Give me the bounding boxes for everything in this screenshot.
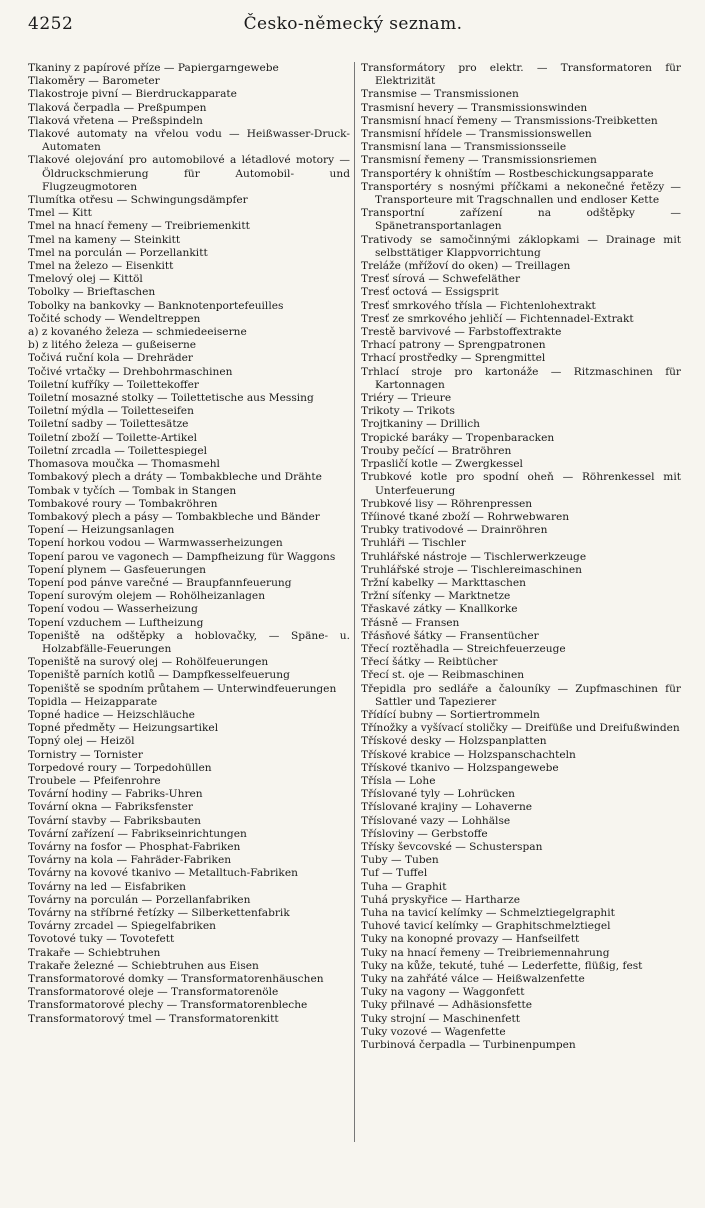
dictionary-entry: Topeniště se spodním průtahem — Unterwindfeuerungen	[28, 682, 337, 695]
dictionary-entry: Třecí šátky — Reibtücher	[361, 656, 498, 669]
running-title: Česko-německý seznam.	[243, 14, 463, 34]
dictionary-entry: Topeniště parních kotlů — Dampfkesselfeuerung	[28, 669, 290, 682]
dictionary-entry: Tmel — Kitt	[28, 207, 92, 220]
dictionary-entry: Topení — Heizungsanlagen	[28, 524, 175, 537]
dictionary-entry: Trikoty — Trikots	[361, 405, 455, 418]
dictionary-entry: Topení pod pánve varečné — Braupfannfeuerung	[28, 576, 292, 589]
dictionary-entry: Třepidla pro sedláře a čalouníky — Zupfmaschinen für Sattler und Tapezierer	[361, 682, 681, 708]
dictionary-entry: Tombakové roury — Tombakröhren	[28, 497, 218, 510]
dictionary-entry: Třecí roztěhadla — Streichfeuerzeuge	[361, 642, 566, 655]
dictionary-entry: Trpasličí kotle — Zwergkessel	[361, 458, 523, 471]
dictionary-entry: Topení vodou — Wasserheizung	[28, 603, 198, 616]
dictionary-entry: Tržní síťenky — Marktnetze	[361, 590, 511, 603]
dictionary-entry: Tovární zařízení — Fabrikseinrichtungen	[28, 827, 247, 840]
dictionary-entry: Tropické baráky — Tropenbaracken	[361, 431, 555, 444]
dictionary-entry: Továrny zrcadel — Spiegelfabriken	[28, 920, 216, 933]
dictionary-entry: Třísla — Lohe	[361, 774, 436, 787]
dictionary-entry: Trubky trativodové — Drainröhren	[361, 524, 548, 537]
dictionary-entry: Třískové desky — Holzspanplatten	[361, 735, 547, 748]
dictionary-entry: Tlumítka otřesu — Schwingungsdämpfer	[28, 194, 248, 207]
dictionary-entry: Továrny na kola — Fahräder-Fabriken	[28, 854, 232, 867]
dictionary-entry: Tresť ze smrkového jehličí — Fichtennadel-Extrakt	[361, 312, 634, 325]
dictionary-entry: Tmel na hnací řemeny — Treibriemenkitt	[28, 220, 250, 233]
dictionary-entry: Třaskavé zátky — Knallkorke	[361, 603, 518, 616]
dictionary-entry: Trativody se samočinnými záklopkami — Drainage mit selbsttätiger Klappvorrichtung	[361, 233, 681, 259]
dictionary-entry: Trestě barvivové — Farbstoffextrakte	[361, 326, 562, 339]
dictionary-entry: Thomasova moučka — Thomasmehl	[28, 458, 220, 471]
dictionary-entry: Transmisní hnací řemeny — Transmissions-Treibketten	[361, 114, 658, 127]
dictionary-entry: Třísloviny — Gerbstoffe	[361, 827, 488, 840]
dictionary-entry: Tlaková čerpadla — Preßpumpen	[28, 101, 207, 114]
dictionary-entry: Tovární hodiny — Fabriks-Uhren	[28, 788, 203, 801]
dictionary-entry: Trubkové kotle pro spodní oheň — Röhrenkessel mit Unterfeuerung	[361, 471, 681, 497]
dictionary-entry: Tržní kabelky — Markttaschen	[361, 576, 526, 589]
dictionary-entry: Toiletní sadby — Toilettesätze	[28, 418, 189, 431]
dictionary-entry: Transformatorový tmel — Transformatorenkitt	[28, 1012, 279, 1025]
dictionary-entry: Triéry — Trieure	[361, 392, 452, 405]
dictionary-entry: Tresť smrkového třísla — Fichtenlohextrakt	[361, 299, 596, 312]
dictionary-entry: Toiletní mosazné stolky — Toilettetische aus Messing	[28, 392, 314, 405]
dictionary-entry: Transformatorové oleje — Transformatorenöle	[28, 986, 279, 999]
dictionary-entry: Třecí st. oje — Reibmaschinen	[361, 669, 525, 682]
dictionary-entry: Tovotové tuky — Tovotefett	[28, 933, 175, 946]
dictionary-entry: Tovární okna — Fabriksfenster	[28, 801, 193, 814]
dictionary-entry: Tuf — Tuffel	[361, 867, 428, 880]
dictionary-entry: Transportní zařízení na odštěpky — Spänetransportanlagen	[361, 207, 681, 233]
dictionary-entry: Tříslované vazy — Lohhälse	[361, 814, 511, 827]
dictionary-entry: Troubele — Pfeifenrohre	[28, 774, 161, 787]
dictionary-entry: Tombakový plech a dráty — Tombakbleche und Drähte	[28, 471, 322, 484]
dictionary-entry: a) z kovaného železa — schmiedeeiserne	[28, 326, 247, 339]
dictionary-entry: Tmelový olej — Kittöl	[28, 273, 143, 286]
dictionary-entry: Tuky vozové — Wagenfette	[361, 1025, 506, 1038]
dictionary-entry: Trojtkaniny — Drillich	[361, 418, 480, 431]
dictionary-entry: Transmisní lana — Transmissionsseile	[361, 141, 567, 154]
dictionary-entry: Tuhové tavicí kelímky — Graphitschmelztiegel	[361, 920, 611, 933]
dictionary-entry: Tuby — Tuben	[361, 854, 439, 867]
dictionary-entry: Tkaniny z papírové příze — Papiergarngewebe	[28, 62, 279, 74]
dictionary-entry: Turbinová čerpadla — Turbinenpumpen	[361, 1039, 576, 1052]
dictionary-entry: Třískové tkanivo — Holzspangewebe	[361, 761, 559, 774]
dictionary-entry: Trakaře železné — Schiebtruhen aus Eisen	[28, 959, 259, 972]
dictionary-entry: Točivá ruční kola — Drehräder	[28, 352, 193, 365]
dictionary-entry: Tovární stavby — Fabriksbauten	[28, 814, 201, 827]
dictionary-entry: Topení parou ve vagonech — Dampfheizung für Waggons	[28, 550, 336, 563]
dictionary-entry: Točivé vrtačky — Drehbohrmaschinen	[28, 365, 233, 378]
dictionary-entry: Továrny na porculán — Porzellanfabriken	[28, 893, 251, 906]
dictionary-entry: Treláže (mřížoví do oken) — Treillagen	[361, 260, 571, 273]
dictionary-entry: Trakaře — Schiebtruhen	[28, 946, 161, 959]
dictionary-entry: Truhláři — Tischler	[361, 537, 466, 550]
dictionary-entry: Topeniště na surový olej — Rohölfeuerungen	[28, 656, 269, 669]
dictionary-entry: Trhací patrony — Sprengpatronen	[361, 339, 546, 352]
dictionary-entry: Tornistry — Tornister	[28, 748, 143, 761]
dictionary-entry: Továrny na kovové tkanivo — Metalltuch-Fabriken	[28, 867, 298, 880]
dictionary-entry: Tuhá pryskyřice — Hartharze	[361, 893, 520, 906]
dictionary-entry: Topné předměty — Heizungsartikel	[28, 722, 219, 735]
dictionary-entry: Toiletní zrcadla — Toilettespiegel	[28, 444, 207, 457]
dictionary-entry: Tlakostroje pivní — Bierdruckapparate	[28, 88, 237, 101]
dictionary-entry: Toiletní mýdla — Toiletteseifen	[28, 405, 194, 418]
dictionary-entry: Topení surovým olejem — Rohölheizanlagen	[28, 590, 266, 603]
dictionary-entry: Tuky strojní — Maschinenfett	[361, 1012, 520, 1025]
right-column	[361, 62, 681, 1052]
dictionary-entry: Tmel na železo — Eisenkitt	[28, 260, 174, 273]
dictionary-entry: Tombak v tyčích — Tombak in Stangen	[28, 484, 237, 497]
dictionary-entry: Transformátory pro elektr. — Transformatoren für Elektrizität	[361, 62, 681, 88]
page-header	[28, 14, 678, 38]
dictionary-entry: Třídící bubny — Sortiertrommeln	[361, 708, 540, 721]
dictionary-entry: Topné hadice — Heizschläuche	[28, 708, 195, 721]
dictionary-entry: Tlakové automaty na vřelou vodu — Heißwasser-Druck-Automaten	[28, 128, 350, 154]
dictionary-entry: Toiletní zboží — Toilette-Artikel	[28, 431, 198, 444]
dictionary-entry: Třínožky a vyšívací stoličky — Dreifüße und Dreifußwinden	[361, 722, 680, 735]
dictionary-entry: Třásně — Fransen	[361, 616, 460, 629]
dictionary-entry: Tlakové olejování pro automobilové a létadlové motory — Öldruckschmierung für Automobil- und Flugzeugmotoren	[28, 154, 350, 193]
dictionary-entry: Truhlářské nástroje — Tischlerwerkzeuge	[361, 550, 587, 563]
dictionary-entry: Továrny na fosfor — Phosphat-Fabriken	[28, 840, 241, 853]
dictionary-entry: Třískové krabice — Holzspanschachteln	[361, 748, 576, 761]
page-number: 4252	[28, 14, 74, 34]
dictionary-entry: Tuky na vagony — Waggonfett	[361, 986, 525, 999]
dictionary-entry: Tuky přilnavé — Adhäsionsfette	[361, 999, 533, 1012]
dictionary-entry: Továrny na led — Eisfabriken	[28, 880, 186, 893]
dictionary-entry: Topeniště na odštěpky a hoblovačky, — Späne- u. Holzabfälle-Feuerungen	[28, 629, 350, 655]
dictionary-entry: Tuky na kůže, tekuté, tuhé — Lederfette, flüßig, fest	[361, 959, 643, 972]
dictionary-entry: Tresť sírová — Schwefeläther	[361, 273, 521, 286]
left-column	[28, 62, 350, 1026]
dictionary-entry: Tobolky na bankovky — Banknotenportefeuilles	[28, 299, 284, 312]
dictionary-entry: Transmisní hřídele — Transmissionswellen	[361, 128, 592, 141]
dictionary-entry: Tuky na konopné provazy — Hanfseilfett	[361, 933, 580, 946]
dictionary-entry: Tmel na porculán — Porzellankitt	[28, 246, 208, 259]
dictionary-entry: Trubkové lisy — Röhrenpressen	[361, 497, 533, 510]
dictionary-entry: Tresť octová — Essigsprit	[361, 286, 499, 299]
dictionary-entry: Točité schody — Wendeltreppen	[28, 312, 201, 325]
dictionary-entry: Tuky na hnací řemeny — Treibriemennahrung	[361, 946, 610, 959]
dictionary-entry: Třásňové šátky — Fransentücher	[361, 629, 539, 642]
dictionary-entry: Transformatorové domky — Transformatorenhäuschen	[28, 973, 324, 986]
dictionary-entry: Tlakoměry — Barometer	[28, 75, 160, 88]
dictionary-entry: Tombakový plech a pásy — Tombakbleche und Bänder	[28, 510, 320, 523]
dictionary-entry: Transmisní řemeny — Transmissionsriemen	[361, 154, 597, 167]
dictionary-entry: Toiletní kufříky — Toilettekoffer	[28, 378, 199, 391]
dictionary-entry: Tobolky — Brieftaschen	[28, 286, 156, 299]
dictionary-entry: Tříslované krajiny — Lohaverne	[361, 801, 533, 814]
dictionary-entry: Tuky na zahřáté válce — Heißwalzenfette	[361, 973, 585, 986]
dictionary-entry: Trouby pečící — Bratröhren	[361, 444, 512, 457]
dictionary-entry: Transportéry k ohništím — Rostbeschickungsapparate	[361, 167, 654, 180]
dictionary-entry: b) z litého železa — gußeiserne	[28, 339, 197, 352]
dictionary-entry: Tmel na kameny — Steinkitt	[28, 233, 181, 246]
dictionary-entry: Trhlací stroje pro kartonáže — Ritzmaschinen für Kartonnagen	[361, 365, 681, 391]
dictionary-entry: Truhlářské stroje — Tischlereimaschinen	[361, 563, 582, 576]
dictionary-entry: Topný olej — Heizöl	[28, 735, 135, 748]
dictionary-entry: Topení vzduchem — Luftheizung	[28, 616, 204, 629]
column-divider	[354, 62, 355, 1142]
dictionary-entry: Transmise — Transmissionen	[361, 88, 519, 101]
dictionary-entry: Tuha na tavicí kelímky — Schmelztiegelgraphit	[361, 907, 615, 919]
dictionary-entry: Torpedové roury — Torpedohüllen	[28, 761, 212, 774]
dictionary-entry: Tuha — Graphit	[361, 880, 447, 893]
dictionary-entry: Topení plynem — Gasfeuerungen	[28, 563, 206, 576]
dictionary-entry: Topení horkou vodou — Warmwasserheizungen	[28, 537, 283, 550]
dictionary-entry: Tlaková vřetena — Preßspindeln	[28, 114, 203, 127]
dictionary-entry: Transformatorové plechy — Transformatorenbleche	[28, 999, 308, 1012]
dictionary-entry: Tříslované tyly — Lohrücken	[361, 788, 515, 801]
dictionary-entry: Transportéry s nosnými příčkami a nekonečné řetězy — Transporteure mit Tragschnallen und endloser Kette	[361, 180, 681, 207]
dictionary-entry: Trasmisní hevery — Transmissionswinden	[361, 101, 588, 114]
dictionary-entry: Továrny na stříbrné řetízky — Silberkettenfabrik	[28, 907, 290, 919]
dictionary-entry: Trhací prostředky — Sprengmittel	[361, 352, 546, 365]
dictionary-entry: Topidla — Heizapparate	[28, 695, 158, 708]
dictionary-entry: Třísky ševcovské — Schusterspan	[361, 840, 543, 853]
dictionary-entry: Tříinové tkané zboží — Rohrwebwaren	[361, 510, 570, 523]
